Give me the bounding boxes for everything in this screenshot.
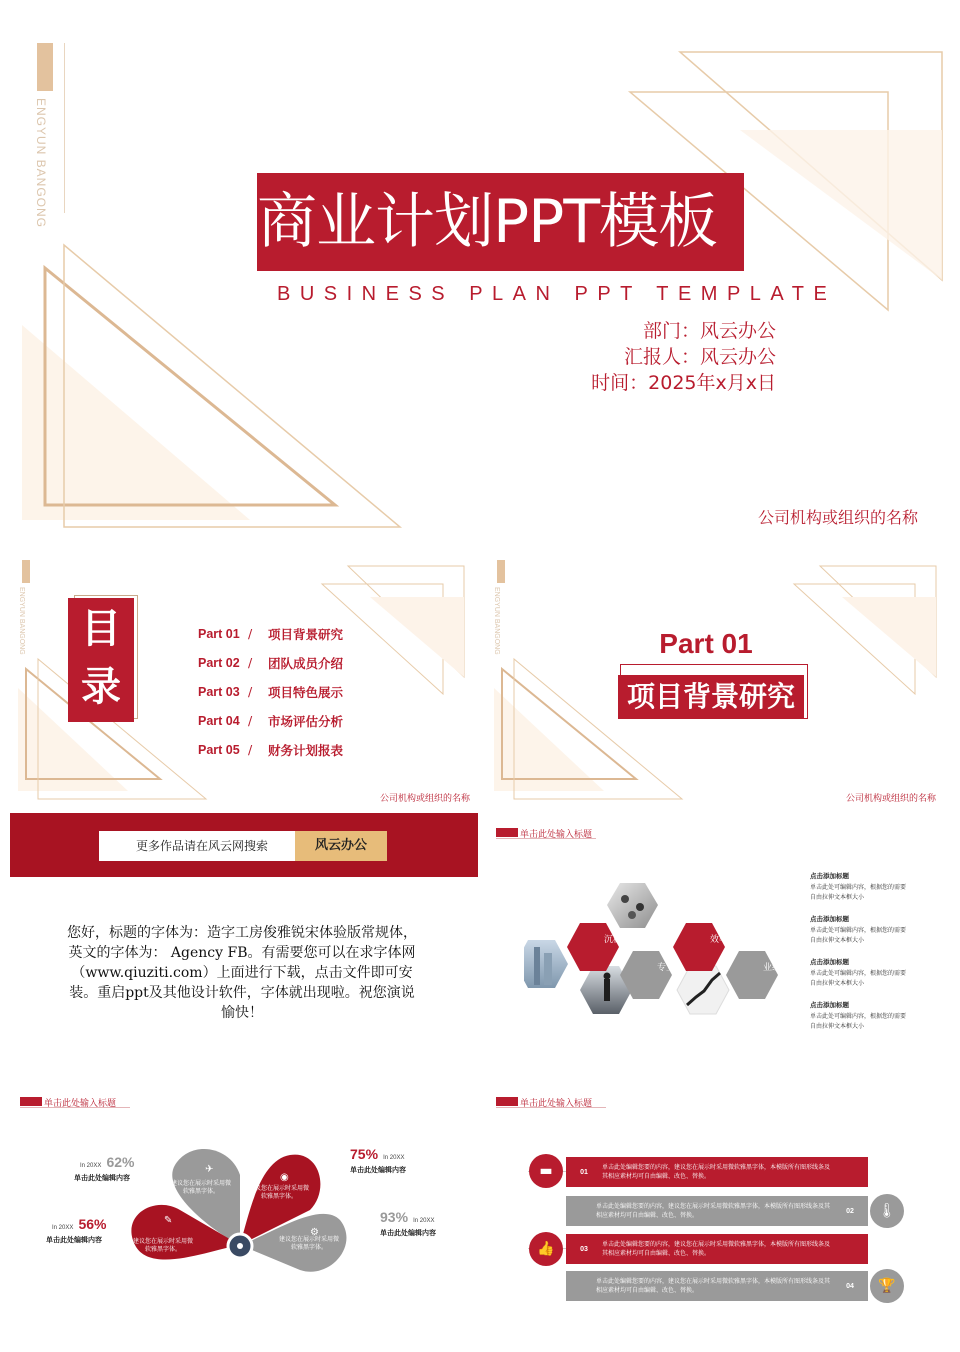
toc-part-number: Part 01 [198,626,240,641]
stat-label: 单击此处编辑内容 [380,1229,436,1237]
toc-separator: / [248,742,253,757]
thermometer-icon: 🌡 [870,1194,904,1228]
toc-slide [10,553,478,805]
bar-number: 04 [846,1282,854,1290]
stat-label: 单击此处编辑内容 [74,1174,130,1182]
brand-vertical-text: ENGYUN BANGONG [493,587,500,655]
paper-plane-icon: ✈ [205,1164,214,1175]
stat-year: In 20XX [52,1225,74,1231]
hex-label: 业绩 [762,963,781,973]
petal-text: 建议您在展示时采用微软雅黑字体。 [278,1236,339,1251]
list-item-title: 点击添加标题 [810,872,849,880]
toc-separator: / [248,684,253,699]
brand-bar [497,560,505,583]
toc-item[interactable] [198,706,398,735]
toc-item-label: 团队成员介绍 [268,655,344,671]
toc-part-number: Part 03 [198,684,240,699]
brand-bar [22,560,30,583]
toc-part-number: Part 05 [198,742,240,757]
stat-year: In 20XX [413,1218,435,1224]
section-part-number: Part 01 [659,628,753,659]
stat-62 [74,1152,135,1183]
brand-bar [37,43,53,91]
brand-divider [64,43,65,213]
organization-name: 公司机构或组织的名称 [845,794,936,804]
bar-number: 03 [580,1245,588,1253]
trophy-icon: 🏆 [870,1269,904,1303]
toc-separator: / [248,713,253,728]
section-slide [486,553,950,805]
list-item-body: 单击此处可编辑内容，根据您的需要自由拉伸文本框大小 [810,1013,907,1030]
cover-subtitle: BUSINESS PLAN PPT TEMPLATE [277,283,837,305]
bar-item-04 [566,1271,868,1301]
brand-vertical-text: ENGYUN BANGONG [18,587,25,655]
search-input[interactable]: 更多作品请在风云网搜索 [99,831,295,861]
toc-item[interactable] [198,735,398,764]
petal-text: 建议您在展示时采用微软雅黑字体。 [170,1180,231,1195]
toc-item[interactable] [198,619,398,648]
hexagon-cluster [524,881,804,1031]
header-accent-bar [496,1097,518,1106]
toc-item-label: 市场评估分析 [268,713,344,729]
bar-text: 单击此处编辑您要的内容，建议您在展示时采用微软雅黑字体，本模版所有图形线条及其相应素材均可自由编辑、改色、替换。 [602,1241,831,1257]
organization-name: 公司机构或组织的名称 [757,508,918,527]
bar-item-03 [566,1234,868,1264]
toc-item[interactable] [198,648,398,677]
cover-triangles [0,0,960,545]
cover-title: 商业计划PPT模板 [257,187,718,257]
petal-text: 建议您在展示时采用微软雅黑字体。 [132,1238,193,1253]
toc-heading [68,598,134,722]
hex-red-1 [567,923,619,971]
stat-93 [380,1207,436,1238]
list-item-body: 单击此处可编辑内容，根据您的需要自由拉伸文本框大小 [810,884,907,901]
slide-header: 单击此处输入标题 [520,830,593,840]
cover-info [560,318,776,396]
hexagon-slide [486,813,950,1065]
bar-text: 单击此处编辑您要的内容，建议您在展示时采用微软雅黑字体，本模版所有图形线条及其相应素材均可自由编辑、改色、替换。 [596,1278,831,1294]
cover-slide [0,0,960,545]
search-button[interactable]: 风云办公 [295,831,387,861]
toc-item[interactable] [198,677,398,706]
camera-icon: ◉ [280,1172,289,1183]
list-item-title: 点击添加标题 [810,915,849,923]
stat-year: In 20XX [80,1163,102,1169]
chat-icon: ▬ [529,1154,563,1188]
toc-list [198,619,398,764]
stat-label: 单击此处编辑内容 [46,1236,102,1244]
header-accent-bar [496,828,518,837]
hex-label: 专业 [656,963,675,973]
hexagon-text-list [810,871,910,1043]
stat-percent: 56% [78,1216,107,1232]
stat-percent: 62% [106,1154,135,1170]
section-title: 项目背景研究 [618,675,804,719]
hex-label: 效率 [709,935,728,945]
list-item-body: 单击此处可编辑内容，根据您的需要自由拉伸文本框大小 [810,927,907,944]
toc-part-number: Part 04 [198,713,240,728]
photo-meeting [607,883,658,928]
slide-header: 单击此处输入标题 [44,1099,117,1109]
header-accent-bar [20,1097,42,1106]
list-item-body: 单击此处可编辑内容，根据您的需要自由拉伸文本框大小 [810,970,907,987]
bar-number: 02 [846,1207,854,1215]
brand-vertical-text: ENGYUN BANGONG [34,98,48,229]
bar-item-01 [566,1157,868,1187]
bar-item-02 [566,1196,868,1226]
toc-item-label: 项目背景研究 [268,626,344,642]
bar-number: 01 [580,1168,588,1176]
petal-slide [10,1080,478,1342]
slide-header: 单击此处输入标题 [520,1099,593,1109]
toc-heading-line2: 录 [81,664,121,710]
stat-56 [46,1214,107,1245]
stat-year: In 20XX [383,1155,405,1161]
stat-percent: 75% [350,1146,379,1162]
toc-separator: / [248,626,253,641]
bars-slide [486,1080,950,1342]
toc-heading-line1: 目 [81,606,121,652]
hex-label: 沉稳 [603,935,622,945]
date: 时间：2025年x月x日 [591,372,776,394]
toc-item-label: 财务计划报表 [268,742,344,758]
petal-text: 建议您在展示时采用微软雅黑字体。 [248,1185,309,1200]
toc-item-label: 项目特色展示 [268,684,344,700]
department: 部门：风云办公 [642,320,776,342]
reporter: 汇报人：风云办公 [623,346,776,368]
organization-name: 公司机构或组织的名称 [379,794,470,804]
toc-part-number: Part 02 [198,655,240,670]
stat-75 [350,1144,406,1175]
pencil-icon: ✎ [164,1215,173,1226]
stat-percent: 93% [380,1209,409,1225]
gear-icon: ⚙ [310,1227,319,1238]
notice-slide [10,813,478,1065]
bar-text: 单击此处编辑您要的内容，建议您在展示时采用微软雅黑字体，本模版所有图形线条及其相应素材均可自由编辑、改色、替换。 [602,1164,831,1180]
font-notice-paragraph: 您好，标题的字体为：造字工房俊雅锐宋体验版常规体，英文的字体为： Agency FB。有需要您可以在求字体网（www.qiuziti.com）上面进行下载，点击文件即可安装。重启ppt及其他设计软件，字体就出现啦。祝您演说愉快！ [67,925,417,1021]
thumbs-up-icon: 👍 [529,1232,563,1266]
list-item-title: 点击添加标题 [810,1001,849,1009]
petal-diagram [120,1140,370,1290]
stat-label: 单击此处编辑内容 [350,1166,406,1174]
toc-separator: / [248,655,253,670]
bar-text: 单击此处编辑您要的内容，建议您在展示时采用微软雅黑字体，本模版所有图形线条及其相应素材均可自由编辑、改色、替换。 [596,1203,831,1219]
list-item-title: 点击添加标题 [810,958,849,966]
hex-gray-2 [726,951,778,999]
